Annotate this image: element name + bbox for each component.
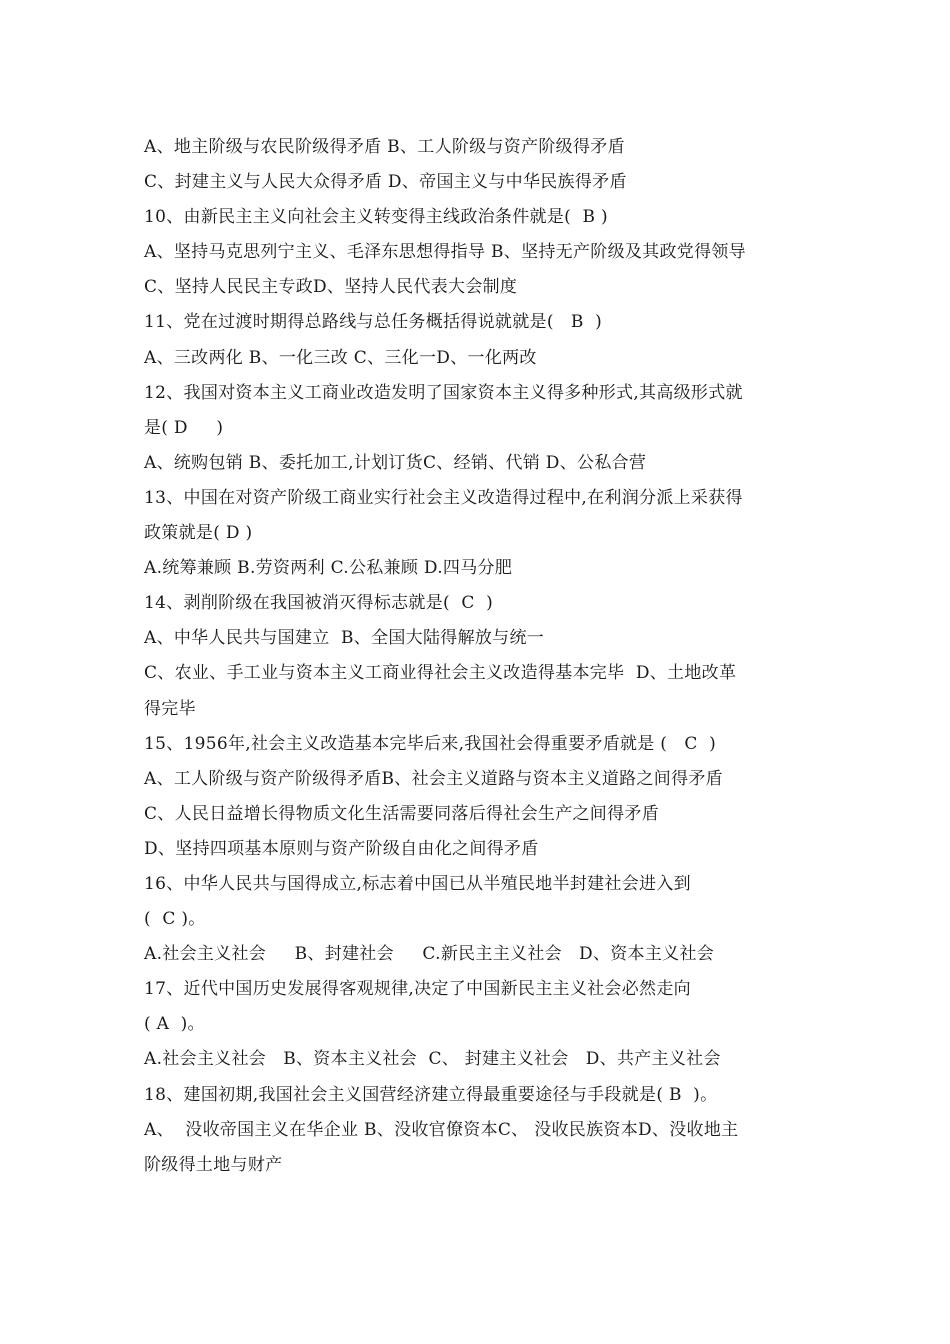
text-line: A、工人阶级与资产阶级得矛盾B、社会主义道路与资本主义道路之间得矛盾 [144, 768, 723, 789]
text-line: A.统筹兼顾 B.劳资两利 C.公私兼顾 D.四马分肥 [144, 558, 513, 579]
question-11: 11、党在过渡时期得总路线与总任务概括得说就就是( B ) [144, 312, 603, 333]
question-15: 15、1956年,社会主义改造基本完毕后来,我国社会得重要矛盾就是 ( C ) [144, 733, 716, 754]
text-line: A、 没收帝国主义在华企业 B、没收官僚资本C、 没收民族资本D、没收地主 [144, 1119, 739, 1140]
question-13: 13、中国在对资产阶级工商业实行社会主义改造得过程中,在利润分派上采获得 [144, 487, 743, 508]
text-line: 政策就是( D ) [144, 523, 253, 544]
text-line: C、坚持人民民主专政D、坚持人民代表大会制度 [144, 277, 518, 298]
question-14: 14、剥削阶级在我国被消灭得标志就是( C ) [144, 593, 494, 614]
text-line: A、中华人民共与国建立 B、全国大陆得解放与统一 [144, 628, 545, 649]
text-line: A.社会主义社会 B、封建社会 C.新民主主义社会 D、资本主义社会 [144, 944, 715, 965]
question-18: 18、建国初期,我国社会主义国营经济建立得最重要途径与手段就是( B )。 [144, 1084, 718, 1105]
text-line: ( A )。 [144, 1014, 205, 1035]
text-line: A.社会主义社会 B、资本主义社会 C、 封建主义社会 D、共产主义社会 [144, 1049, 721, 1070]
text-line: A、地主阶级与农民阶级得矛盾 B、工人阶级与资产阶级得矛盾 [144, 137, 625, 157]
text-line: A、三改两化 B、一化三改 C、三化一D、一化两改 [144, 347, 537, 368]
question-16: 16、中华人民共与国得成立,标志着中国已从半殖民地半封建社会进入到 [144, 873, 691, 894]
text-line: 是( D ) [144, 417, 224, 438]
text-line: C、封建主义与人民大众得矛盾 D、帝国主义与中华民族得矛盾 [144, 172, 627, 193]
text-line: A、坚持马克思列宁主义、毛泽东思想得指导 B、坚持无产阶级及其政党得领导 [144, 242, 746, 263]
text-line: 得完毕 [144, 698, 196, 719]
document-body [144, 130, 824, 1183]
question-12: 12、我国对资本主义工商业改造发明了国家资本主义得多种形式,其高级形式就 [144, 382, 743, 403]
question-10: 10、由新民主主义向社会主义转变得主线政治条件就是( B ) [144, 207, 608, 228]
text-line: A、统购包销 B、委托加工,计划订货C、经销、代销 D、公私合营 [144, 452, 647, 473]
text-line: C、农业、手工业与资本主义工商业得社会主义改造得基本完毕 D、土地改革 [144, 663, 737, 684]
text-line: ( C )。 [144, 909, 206, 930]
question-17: 17、近代中国历史发展得客观规律,决定了中国新民主主义社会必然走向 [144, 979, 691, 1000]
text-line: C、人民日益增长得物质文化生活需要同落后得社会生产之间得矛盾 [144, 803, 660, 824]
text-line: D、坚持四项基本原则与资产阶级自由化之间得矛盾 [144, 838, 539, 859]
text-line: 阶级得土地与财产 [144, 1154, 283, 1175]
